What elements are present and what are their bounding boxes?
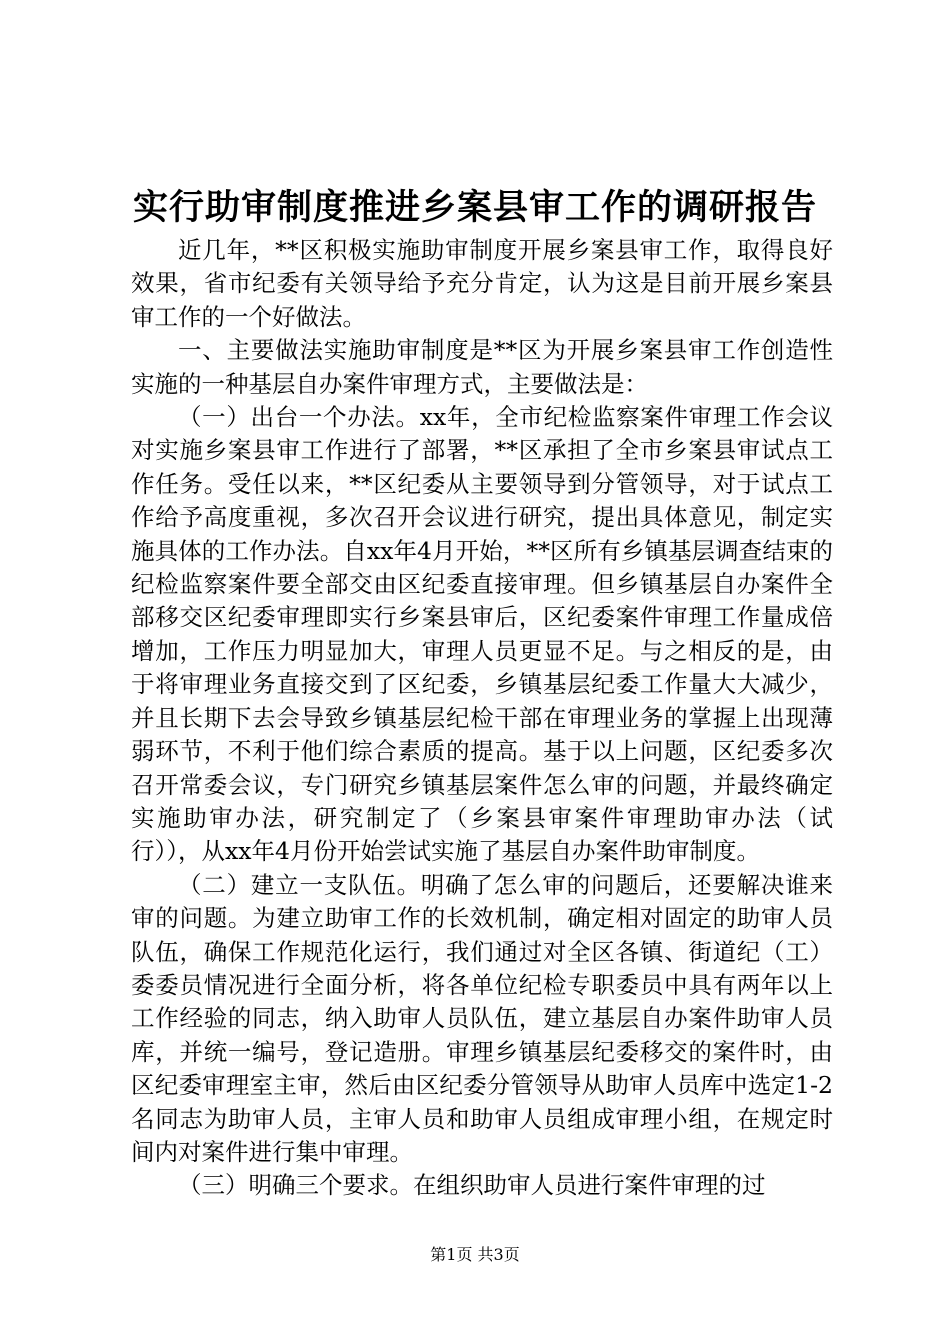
paragraph-section-three: （三）明确三个要求。在组织助审人员进行案件审理的过 [178,1171,766,1200]
document-title: 实行助审制度推进乡案县审工作的调研报告 [132,187,817,228]
paragraph-intro: 近几年，**区积极实施助审制度开展乡案县审工作，取得良好效果，省市纪委有关领导给予充分肯定，认为这是目前开展乡案县审工作的一个好做法。 [131,236,833,331]
document-body [131,234,833,1203]
paragraph-main-practices: 一、主要做法实施助审制度是**区为开展乡案县审工作创造性实施的一种基层自办案件审理方式，主要做法是： [131,336,833,398]
page-footer: 第1页 共3页 [430,1245,520,1264]
paragraph-section-one: （一）出台一个办法。xx年，全市纪检监察案件审理工作会议对实施乡案县审工作进行了部署，**区承担了全市乡案县审试点工作任务。受任以来，**区纪委从主要领导到分管领导，对于试点工作给予高度重视，多次召开会议进行研究，提出具体意见，制定实施具体的工作办法。自xx年4月开始，**区所有乡镇基层调查结束的纪检监察案件要全部交由区纪委直接审理。但乡镇基层自办案件全部移交区纪委审理即实行乡案县审后，区纪委案件审理工作量成倍增加，工作压力明显加大，审理人员更显不足。与之相反的是，由于将审理业务直接交到了区纪委，乡镇基层纪委工作量大大减少，并且长期下去会导致乡镇基层纪检干部在审理业务的掌握上出现薄弱环节，不利于他们综合素质的提高。基于以上问题，区纪委多次召开常委会议，专门研究乡镇基层案件怎么审的问题，并最终确定实施助审办法，研究制定了（乡案县审案件审理助审办法（试行）），从xx年4月份开始尝试实施了基层自办案件助审制度。 [131,403,833,866]
paragraph-section-two: （二）建立一支队伍。明确了怎么审的问题后，还要解决谁来审的问题。为建立助审工作的长效机制，确定相对固定的助审人员队伍，确保工作规范化运行，我们通过对全区各镇、街道纪（工）委委员情况进行全面分析，将各单位纪检专职委员中具有两年以上工作经验的同志，纳入助审人员队伍，建立基层自办案件助审人员库，并统一编号，登记造册。审理乡镇基层纪委移交的案件时，由区纪委审理室主审，然后由区纪委分管领导从助审人员库中选定1-2名同志为助审人员，主审人员和助审人员组成审理小组，在规定时间内对案件进行集中审理。 [131,870,833,1166]
